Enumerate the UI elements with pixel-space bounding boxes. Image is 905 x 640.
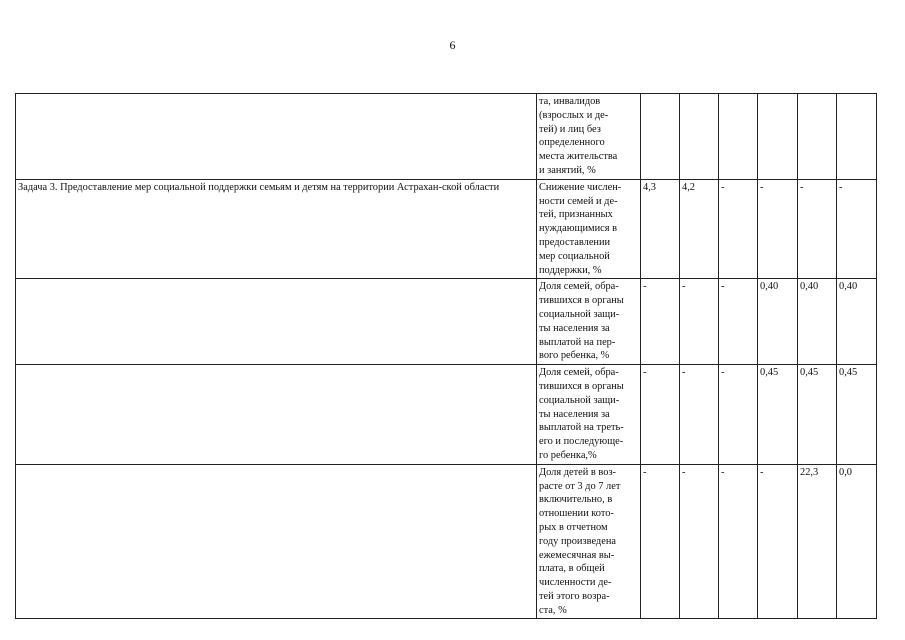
indicator-line: тей) и лиц без [539,123,601,135]
indicator-line: тей этого возра- [539,590,610,602]
indicator-line: ежемесячная вы- [539,549,615,561]
indicator-line: тей, признанных [539,209,613,221]
indicator-line: выплатой на треть- [539,422,624,434]
indicator-line: Снижение числен- [539,181,622,193]
value-cell [758,94,798,180]
value-cell: 22,3 [798,464,837,619]
value-cell: - [680,279,719,365]
value-cell [719,94,758,180]
indicator-line: предоставлении [539,236,611,248]
value-cell: - [758,464,798,619]
indicator-line: го ребенка,% [539,449,597,461]
indicator-line: нуждающимися в [539,223,618,235]
value-cell: - [680,365,719,465]
indicator-line: плата, в общей [539,563,605,575]
indicator-cell [537,279,641,365]
task-cell [16,464,537,619]
indicator-line: выплатой на пер- [539,336,616,348]
table-row [16,179,877,279]
value-cell: 4,2 [680,179,719,279]
table-row [16,365,877,465]
value-cell: 0,45 [837,365,877,465]
value-cell: - [798,179,837,279]
indicator-line: социальной защи- [539,308,620,320]
indicator-line: определенного [539,137,605,149]
value-cell: 0,0 [837,464,877,619]
indicator-line: ности семей и де- [539,195,618,207]
value-cell: 4,3 [641,179,680,279]
indicator-line: социальной защи- [539,394,620,406]
value-cell: 0,40 [798,279,837,365]
value-cell [798,94,837,180]
page-number: 6 [449,38,456,52]
indicator-line: ста, % [539,604,567,616]
indicator-line: включительно, в [539,494,613,506]
task-cell: Задача 3. Предоставление мер социальной поддержки семьям и детям на территории Астрахан-ской области [16,179,537,279]
value-cell: 0,40 [758,279,798,365]
indicator-line: отношении кото- [539,508,614,520]
value-cell: 0,40 [837,279,877,365]
indicator-line: та, инвалидов [539,96,601,107]
indicator-cell [537,464,641,619]
table-row [16,94,877,180]
indicator-line: тившихся в органы [539,295,624,307]
value-cell: - [719,464,758,619]
indicator-line: тившихся в органы [539,380,624,392]
value-cell: - [641,365,680,465]
value-cell: 0,45 [758,365,798,465]
value-cell: - [719,179,758,279]
indicator-cell [537,179,641,279]
value-cell [837,94,877,180]
value-cell: - [719,365,758,465]
value-cell: - [758,179,798,279]
indicator-line: его и последующе- [539,436,624,448]
value-cell: - [680,464,719,619]
indicator-line: численности де- [539,577,612,589]
indicator-line: поддержки, % [539,264,602,276]
table-row [16,464,877,619]
table-body [16,94,877,619]
value-cell: - [719,279,758,365]
value-cell: - [641,464,680,619]
indicator-line: рых в отчетном [539,521,608,533]
indicator-line: Доля детей в воз- [539,466,617,478]
indicator-line: места жительства [539,151,618,163]
task-cell [16,365,537,465]
indicators-table [15,93,877,619]
indicator-line: ты населения за [539,408,610,420]
value-cell: 0,45 [798,365,837,465]
indicator-line: мер социальной [539,250,610,262]
indicator-line: (взрослых и де- [539,109,609,121]
indicator-line: ты населения за [539,322,610,334]
indicator-line: вого ребенка, % [539,350,610,362]
indicator-line: и занятий, % [539,164,596,176]
indicator-cell [537,94,641,180]
value-cell: - [641,279,680,365]
task-cell [16,94,537,180]
task-cell [16,279,537,365]
indicator-line: расте от 3 до 7 лет [539,480,621,492]
value-cell [680,94,719,180]
value-cell: - [837,179,877,279]
indicator-line: году произведена [539,535,616,547]
indicator-line: Доля семей, обра- [539,367,619,379]
value-cell [641,94,680,180]
indicator-cell [537,365,641,465]
indicator-line: Доля семей, обра- [539,281,619,293]
table-row [16,279,877,365]
